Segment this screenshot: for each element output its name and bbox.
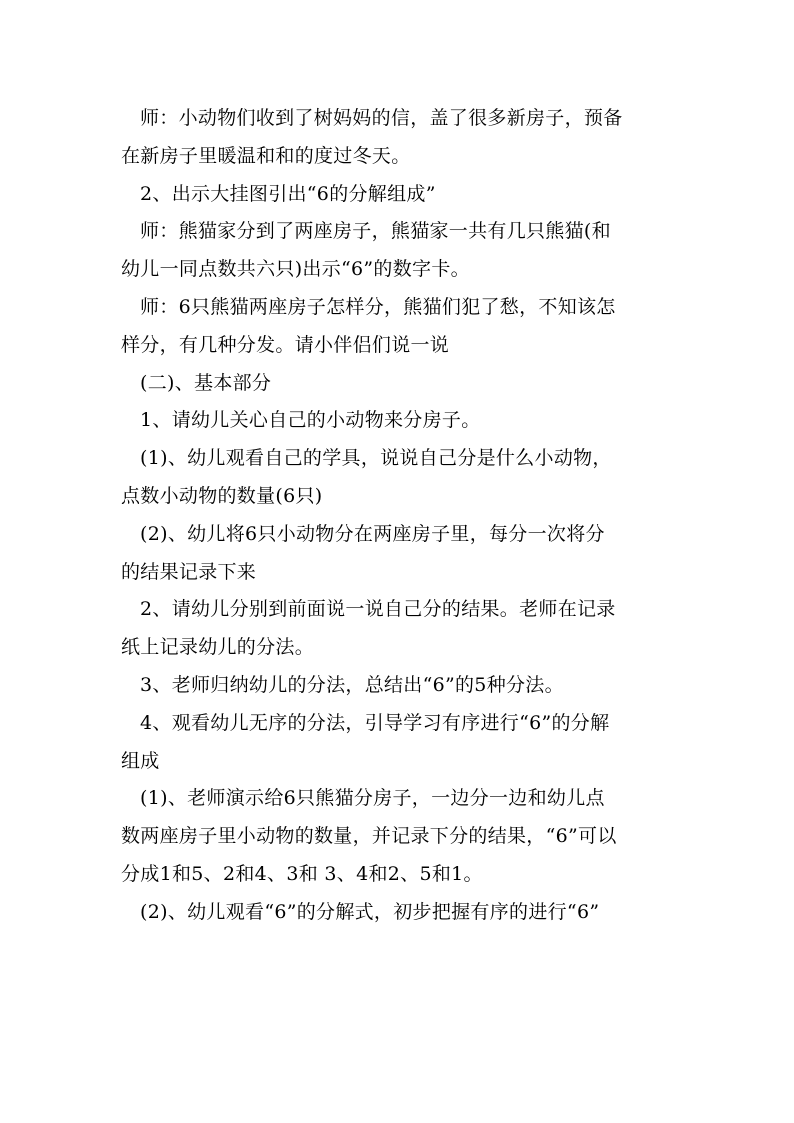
text-line: (2)、幼儿将6只小动物分在两座房子里，每分一次将分: [140, 522, 605, 545]
section-heading: 2、出示大挂图引出“6的分解组成”: [140, 182, 436, 205]
text-line: 师：6只熊猫两座房子怎样分，熊猫们犯了愁，不知该怎: [140, 295, 616, 318]
text-line: 组成: [121, 749, 160, 772]
text-line: 2、请幼儿分别到前面说一说自己分的结果。老师在记录: [140, 598, 616, 621]
text-line: 分成1和5、2和4、3和 3、4和2、5和1。: [121, 862, 483, 885]
section-heading: (二)、基本部分: [140, 371, 272, 394]
text-line: 4、观看幼儿无序的分法，引导学习有序进行“6”的分解: [140, 711, 610, 734]
text-line: 1、请幼儿关心自己的小动物来分房子。: [140, 409, 481, 432]
text-line: 3、老师归纳幼儿的分法，总结出“6”的5种分法。: [140, 673, 564, 696]
text-line: 师：小动物们收到了树妈妈的信，盖了很多新房子，预备: [140, 107, 623, 129]
text-line: (1)、老师演示给6只熊猫分房子，一边分一边和幼儿点: [140, 787, 605, 810]
text-line: 样分，有几种分发。请小伴侣们说一说: [121, 333, 450, 356]
text-line: (2)、幼儿观看“6”的分解式，初步把握有序的进行“6”: [140, 900, 600, 923]
text-line: 点数小动物的数量(6只): [121, 484, 323, 507]
text-line: 师：熊猫家分到了两座房子，熊猫家一共有几只熊猫(和: [140, 220, 611, 243]
text-line: 在新房子里暖温和和的度过冬天。: [121, 144, 411, 167]
text-line: (1)、幼儿观看自己的学具，说说自己分是什么小动物，: [140, 447, 612, 470]
text-line: 幼儿一同点数共六只)出示“6”的数字卡。: [121, 258, 470, 281]
text-line: 的结果记录下来: [121, 560, 257, 583]
text-line: 纸上记录幼儿的分法。: [121, 636, 315, 659]
text-line: 数两座房子里小动物的数量，并记录下分的结果，“6”可以: [121, 825, 617, 848]
document-body: [121, 100, 681, 932]
